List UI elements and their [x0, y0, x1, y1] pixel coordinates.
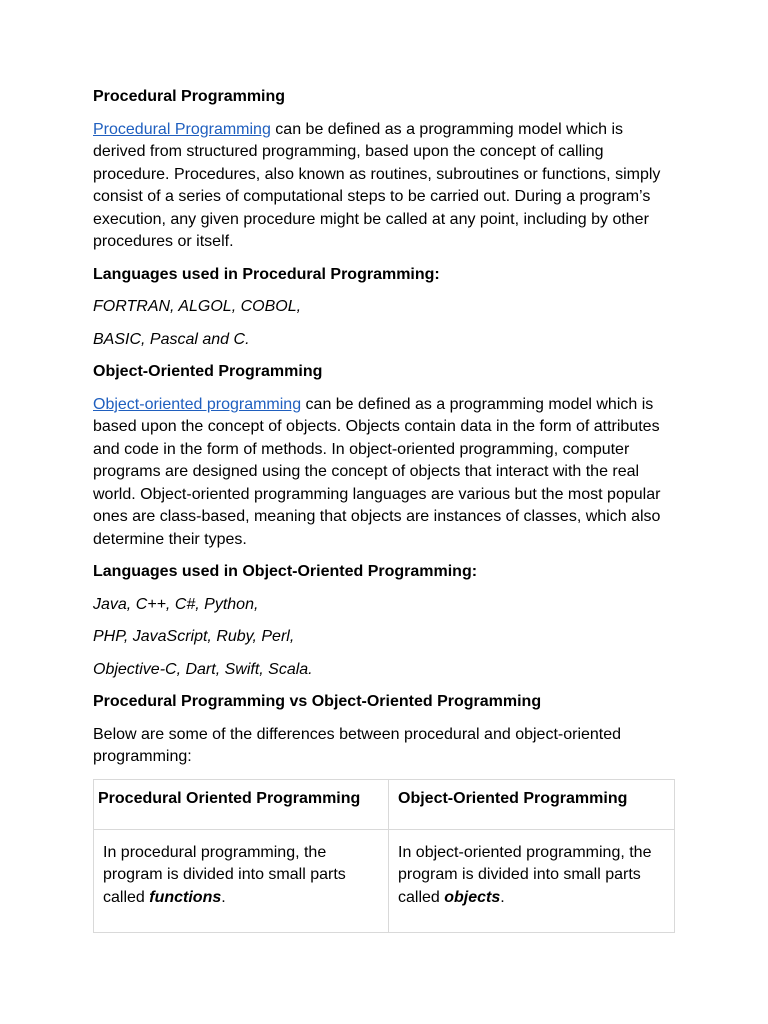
- procedural-programming-link[interactable]: Procedural Programming: [93, 120, 271, 138]
- oop-cell-suffix: .: [500, 888, 505, 906]
- oop-paragraph: [93, 394, 678, 552]
- table-cell-oop: [389, 829, 675, 932]
- oop-heading: Object-Oriented Programming: [93, 363, 323, 380]
- document-page: [93, 86, 678, 933]
- oop-cell-text: In object-oriented programming, the program is divided into small parts called: [398, 843, 652, 906]
- procedural-languages-heading: Languages used in Procedural Programming:: [93, 265, 440, 283]
- table-header-procedural: Procedural Oriented Programming: [94, 779, 389, 829]
- procedural-cell-suffix: .: [221, 888, 226, 906]
- oop-languages-line-3: Objective-C, Dart, Swift, Scala.: [93, 660, 313, 678]
- table-header-oop: Object-Oriented Programming: [389, 779, 675, 829]
- procedural-cell-text: In procedural programming, the program is divided into small parts called: [103, 843, 346, 906]
- oop-body-text: can be defined as a programming model which is based upon the concept of objects. Objects contain data in the form of attributes and code in the form of methods. In object-oriented programming, computer programs are designed using the concept of objects that interact with the real world. Object-oriented programming languages are various but the most popular ones are class-based, meaning that objects are instances of classes, which also determine their types.: [93, 395, 661, 548]
- procedural-languages-line-2: BASIC, Pascal and C.: [93, 330, 250, 348]
- procedural-languages-line-1: FORTRAN, ALGOL, COBOL,: [93, 298, 302, 315]
- table-cell-procedural: [94, 829, 389, 932]
- oop-languages-line-2: PHP, JavaScript, Ruby, Perl,: [93, 628, 295, 645]
- procedural-paragraph: [93, 119, 678, 254]
- oop-languages-line-1: Java, C++, C#, Python,: [93, 595, 259, 613]
- object-oriented-programming-link[interactable]: Object-oriented programming: [93, 395, 302, 413]
- objects-emphasis: objects: [444, 888, 501, 906]
- procedural-heading: Procedural Programming: [93, 88, 286, 105]
- comparison-heading: Procedural Programming vs Object-Oriented Programming: [93, 693, 542, 710]
- comparison-table: [93, 779, 675, 933]
- table-row: [94, 829, 675, 932]
- comparison-intro: Below are some of the differences between procedural and object-oriented programming:: [93, 725, 622, 765]
- functions-emphasis: functions: [149, 888, 222, 906]
- table-header-row: [94, 779, 675, 829]
- procedural-body-text: can be defined as a programming model which is derived from structured programming, based upon the concept of calling procedure. Procedures, also known as routines, subroutines or functions, simply consist of a series of computational steps to be carried out. During a program’s execution, any given procedure might be called at any point, including by other procedures or itself.: [93, 120, 661, 250]
- oop-languages-heading: Languages used in Object-Oriented Programming:: [93, 563, 478, 580]
